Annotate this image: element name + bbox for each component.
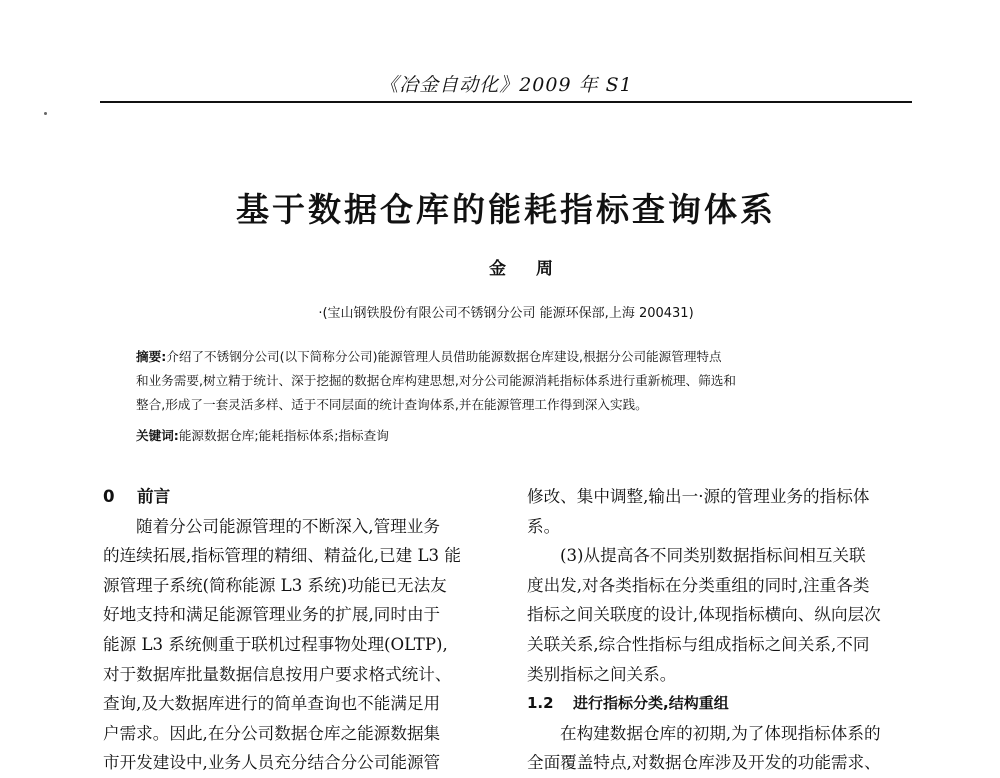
abstract-line xyxy=(136,345,880,369)
body-line: 查询,及大数据库进行的简单查询也不能满足用 xyxy=(103,694,441,714)
abstract-line: 整合,形成了一套灵活多样、适于不同层面的统计查询体系,并在能源管理工作得到深入实践。 xyxy=(136,397,648,412)
left-column xyxy=(103,482,495,778)
body-line: 的连续拓展,指标管理的精细、精益化,已建 L3 能 xyxy=(103,546,461,566)
abstract-line: 和业务需要,树立精于统计、深于挖掘的数据仓库构建思想,对分公司能源消耗指标体系进行重新梳理、筛选和 xyxy=(136,373,736,388)
body-line: 类别指标之间关系。 xyxy=(527,664,677,684)
journal-header: 《冶金自动化》2009 年 S1 xyxy=(379,74,633,96)
keywords xyxy=(136,425,880,444)
body-line: (3)从提高各不同类别数据指标间相互关联 xyxy=(560,546,866,566)
subsection-heading xyxy=(527,689,919,719)
paper-title: 基于数据仓库的能耗指标查询体系 xyxy=(236,190,776,229)
body-line: 随着分公司能源管理的不断深入,管理业务 xyxy=(136,516,440,536)
body-line: 指标之间关联度的设计,体现指标横向、纵向层次 xyxy=(527,605,881,625)
subsection-number: 1.2 xyxy=(527,694,554,713)
body-line: 系。 xyxy=(527,516,561,536)
body-line: 在构建数据仓库的初期,为了体现指标体系的 xyxy=(560,723,881,743)
body-line: 户需求。因此,在分公司数据仓库之能源数据集 xyxy=(103,723,441,743)
body-line: 关联关系,综合性指标与组成指标之间关系,不同 xyxy=(527,634,870,654)
body-line: 修改、集中调整,输出一·源的管理业务的指标体 xyxy=(527,487,870,506)
scan-speck xyxy=(44,112,47,115)
abstract-label: 摘要: xyxy=(136,349,167,364)
body-line: 源管理子系统(简称能源 L3 系统)功能已无法友 xyxy=(103,575,447,595)
body-line: 对于数据库批量数据信息按用户要求格式统计、 xyxy=(103,664,452,684)
keywords-text: 能源数据仓库;能耗指标体系;指标查询 xyxy=(178,428,389,443)
body-line: 市开发建设中,业务人员充分结合分公司能源管 xyxy=(103,753,441,773)
header-rule xyxy=(100,101,912,103)
subsection-title: 进行指标分类,结构重组 xyxy=(573,694,729,713)
section-heading xyxy=(103,482,495,512)
section-title: 前言 xyxy=(137,487,171,506)
affiliation: ·(宝山钢铁股份有限公司不锈钢分公司 能源环保部,上海 200431) xyxy=(318,306,694,321)
abstract-text: 介绍了不锈钢分公司(以下简称分公司)能源管理人员借助能源数据仓库建设,根据分公司能源管理特点 xyxy=(166,349,722,364)
abstract xyxy=(136,345,880,417)
body-line: 能源 L3 系统侧重于联机过程事物处理(OLTP), xyxy=(103,634,448,654)
body-line: 全面覆盖特点,对数据仓库涉及开发的功能需求、 xyxy=(527,753,881,773)
body-line: 好地支持和满足能源管理业务的扩展,同时由于 xyxy=(103,605,441,625)
right-column xyxy=(527,482,919,778)
author: 金周 xyxy=(489,259,583,279)
keywords-label: 关键词: xyxy=(136,428,179,443)
body-line: 度出发,对各类指标在分类重组的同时,注重各类 xyxy=(527,575,870,595)
section-number: 0 xyxy=(103,487,115,506)
